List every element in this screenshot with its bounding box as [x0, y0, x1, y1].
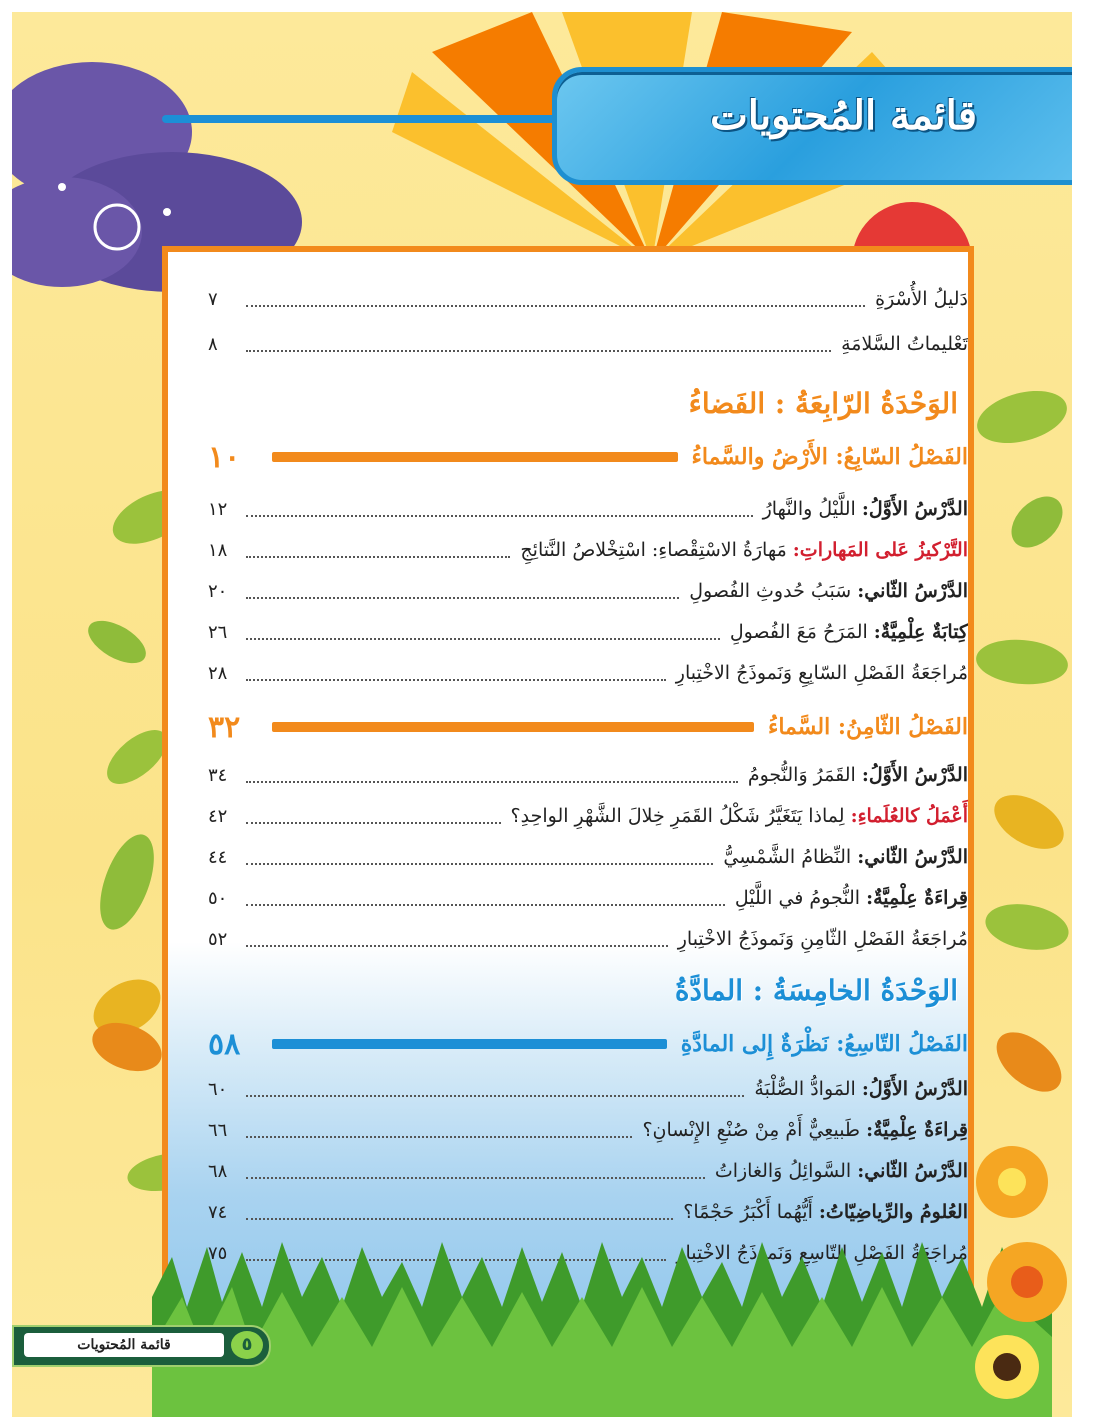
page-footer: [12, 1325, 271, 1367]
toc-row[interactable]: [208, 533, 968, 567]
grass-decoration: [152, 1237, 1052, 1417]
leaf-decoration: [987, 782, 1072, 862]
toc-entry-prefix: العُلومُ والرِّياضِيّاتُ:: [818, 1201, 968, 1223]
toc-entry-label: [724, 621, 968, 643]
toc-entry-label: [677, 1201, 968, 1223]
page-number: ٦٨: [208, 1160, 228, 1182]
toc-entry-prefix: الدَّرْسُ الأَوَّلُ:: [861, 498, 968, 520]
toc-entry-text: النُّجومُ في اللَّيْلِ: [734, 887, 867, 909]
dot-leader: [246, 624, 720, 640]
toc-row[interactable]: [208, 758, 968, 792]
dot-leader: [246, 1163, 705, 1179]
contents-panel: [162, 246, 974, 1362]
toc-entry-label: [748, 1078, 968, 1100]
toc-entry-text: مُراجَعَةُ الفَصْلِ التّاسِعِ وَنَموذَجُ الاخْتِبارِ: [676, 1242, 968, 1264]
toc-entry-text: النِّظامُ الشَّمْسِيُّ: [723, 846, 858, 868]
footer-section-label: قائمة المُحتويات: [24, 1333, 224, 1357]
toc-row[interactable]: [208, 1195, 968, 1229]
toc-entry-label: [742, 764, 968, 786]
page-number: ٢٨: [208, 662, 228, 684]
toc-entry-prefix: قِراءَةٌ عِلْمِيَّةٌ:: [866, 1119, 968, 1141]
dot-leader: [246, 849, 713, 865]
toc-row[interactable]: [208, 656, 968, 690]
toc-row[interactable]: [208, 840, 968, 874]
page-number: ٢٦: [208, 621, 228, 643]
toc-entry-prefix: الدَّرْسُ الثّاني:: [857, 1160, 968, 1182]
page: [12, 12, 1072, 1417]
chapter-bar: [272, 722, 754, 732]
page-number: ٧: [208, 288, 218, 310]
toc-entry-label: [505, 805, 968, 827]
chapter-label: الفَصْلُ التّاسِعُ: نَظْرَةٌ إِلى المادَّةِ: [680, 1031, 968, 1057]
toc-entry-text: طَبيعِيٌّ أَمْ مِنْ صُنْعِ الإِنْسانِ؟: [642, 1119, 867, 1141]
toc-row[interactable]: [208, 327, 968, 361]
chapter-heading[interactable]: [208, 437, 968, 477]
toc-entry-text: المَرَحُ مَعَ الفُصولِ: [729, 621, 874, 643]
toc-entry-label: [683, 580, 968, 602]
dot-leader: [246, 767, 738, 783]
dot-leader: [246, 336, 831, 352]
toc-row[interactable]: [208, 282, 968, 316]
toc-entry-prefix: الدَّرْسُ الأَوَّلُ:: [861, 764, 968, 786]
page-number: ٧٥: [208, 1242, 228, 1264]
page-title: قائمة المُحتويات: [710, 92, 977, 139]
unit-title: الوَحْدَةُ الرّابِعَةُ : الفَضاءُ: [688, 387, 958, 420]
chapter-heading[interactable]: [208, 707, 968, 747]
dot-leader: [246, 1122, 632, 1138]
toc-row[interactable]: [208, 881, 968, 915]
leaf-decoration: [972, 377, 1072, 457]
dot-leader: [246, 665, 666, 681]
toc-entry-label: [709, 1160, 968, 1182]
chapter-bar: [272, 452, 678, 462]
toc-row[interactable]: [208, 922, 968, 956]
footer-page-number: ٥: [231, 1331, 263, 1359]
dot-leader: [246, 808, 501, 824]
page-number: ٦٦: [208, 1119, 228, 1141]
dot-leader: [246, 1081, 744, 1097]
chapter-label: الفَصْلُ السّابِعُ: الأَرْضُ والسَّماءُ: [691, 444, 968, 470]
dot-leader: [246, 583, 679, 599]
leaf-decoration: [982, 892, 1072, 962]
dot-leader: [246, 890, 725, 906]
toc-entry-prefix: قِراءَةٌ عِلْمِيَّةٌ:: [866, 887, 968, 909]
toc-entry-prefix: الدَّرْسُ الثّاني:: [857, 846, 968, 868]
leaf-decoration: [972, 632, 1072, 692]
page-number: ٨: [208, 333, 218, 355]
toc-entry-label: [757, 498, 968, 520]
toc-entry-label: تَعْليماتُ السَّلامَةِ: [841, 333, 968, 355]
title-banner: [552, 67, 1072, 185]
sunflower-decoration: [952, 1142, 1072, 1402]
chapter-label: الفَصْلُ الثّامِنُ: السَّماءُ: [767, 714, 968, 740]
leaf-decoration: [92, 827, 162, 937]
dot-leader: [246, 291, 865, 307]
chapter-heading[interactable]: [208, 1024, 968, 1064]
leaf-decoration: [82, 967, 172, 1077]
dot-leader: [246, 501, 753, 517]
toc-row[interactable]: [208, 1072, 968, 1106]
title-connector-line: [162, 115, 562, 123]
leaf-decoration: [987, 1022, 1072, 1102]
toc-entry-text: السَّوائِلُ وَالغازاتُ: [714, 1160, 858, 1182]
toc-entry-text: أَيُّهُما أَكْبَرُ حَجْمًا؟: [683, 1201, 819, 1223]
toc-entry-text: القَمَرُ وَالنُّجومُ: [747, 764, 862, 786]
toc-row[interactable]: [208, 615, 968, 649]
dot-leader: [246, 542, 510, 558]
toc-row[interactable]: [208, 492, 968, 526]
toc-entry-text: اللَّيْلُ والنَّهارُ: [762, 498, 862, 520]
page-number: ٣٤: [208, 764, 228, 786]
chapter-page-number: ٣٢: [208, 709, 241, 745]
toc-row[interactable]: [208, 799, 968, 833]
toc-row[interactable]: [208, 1154, 968, 1188]
chapter-bar: [272, 1039, 667, 1049]
dot-leader: [246, 931, 668, 947]
page-number: ٢٠: [208, 580, 228, 602]
toc-entry-label: [670, 662, 968, 684]
toc-entry-label: [636, 1119, 968, 1141]
toc-entry-label: [672, 928, 968, 950]
toc-entry-text: لِماذا يَتَغَيَّرُ شَكْلُ القَمَرِ خِلالَ الشَّهْرِ الواحِدِ؟: [510, 805, 851, 827]
toc-entry-prefix: أَعْمَلُ كالعُلَماءِ:: [850, 805, 968, 827]
page-number: ١٨: [208, 539, 228, 561]
toc-entry-prefix: التَّرْكيزُ عَلى المَهاراتِ:: [792, 539, 968, 561]
toc-entry-prefix: كِتابَةٌ عِلْمِيَّةٌ:: [873, 621, 968, 643]
page-number: ٦٠: [208, 1078, 228, 1100]
page-number: ٤٤: [208, 846, 228, 868]
chapter-page-number: ٥٨: [208, 1026, 241, 1062]
unit-title: الوَحْدَةُ الخامِسَةُ : المادَّةُ: [674, 974, 958, 1007]
toc-entry-text: مَهارَةُ الاسْتِقْصاءِ: اسْتِخْلاصُ النَّتائِجِ: [520, 539, 793, 561]
toc-row[interactable]: [208, 1113, 968, 1147]
dot-leader: [246, 1204, 673, 1220]
toc-row[interactable]: [208, 574, 968, 608]
chapter-page-number: ١٠: [208, 439, 241, 475]
toc-entry-prefix: الدَّرْسُ الثّاني:: [857, 580, 968, 602]
page-number: ٤٢: [208, 805, 228, 827]
page-number: ٧٤: [208, 1201, 228, 1223]
leaf-decoration: [1002, 482, 1072, 562]
toc-entry-text: مُراجَعَةُ الفَصْلِ الثّامِنِ وَنَموذَجُ الاخْتِبارِ: [677, 928, 968, 950]
toc-entry-label: [717, 846, 968, 868]
page-number: ٥٢: [208, 928, 228, 950]
toc-entry-label: دَليلُ الأُسْرَةِ: [875, 288, 968, 310]
toc-entry-label: [729, 887, 968, 909]
toc-entry-text: مُراجَعَةُ الفَصْلِ السّابِعِ وَنَموذَجُ الاخْتِبارِ: [675, 662, 968, 684]
leaf-decoration: [82, 612, 152, 672]
toc-entry-label: [514, 539, 968, 561]
toc-entry-text: سَبَبُ حُدوثِ الفُصولِ: [689, 580, 858, 602]
page-number: ١٢: [208, 498, 228, 520]
toc-entry-text: المَوادُّ الصُّلْبَةُ: [754, 1078, 862, 1100]
page-number: ٥٠: [208, 887, 228, 909]
toc-entry-prefix: الدَّرْسُ الأَوَّلُ:: [861, 1078, 968, 1100]
